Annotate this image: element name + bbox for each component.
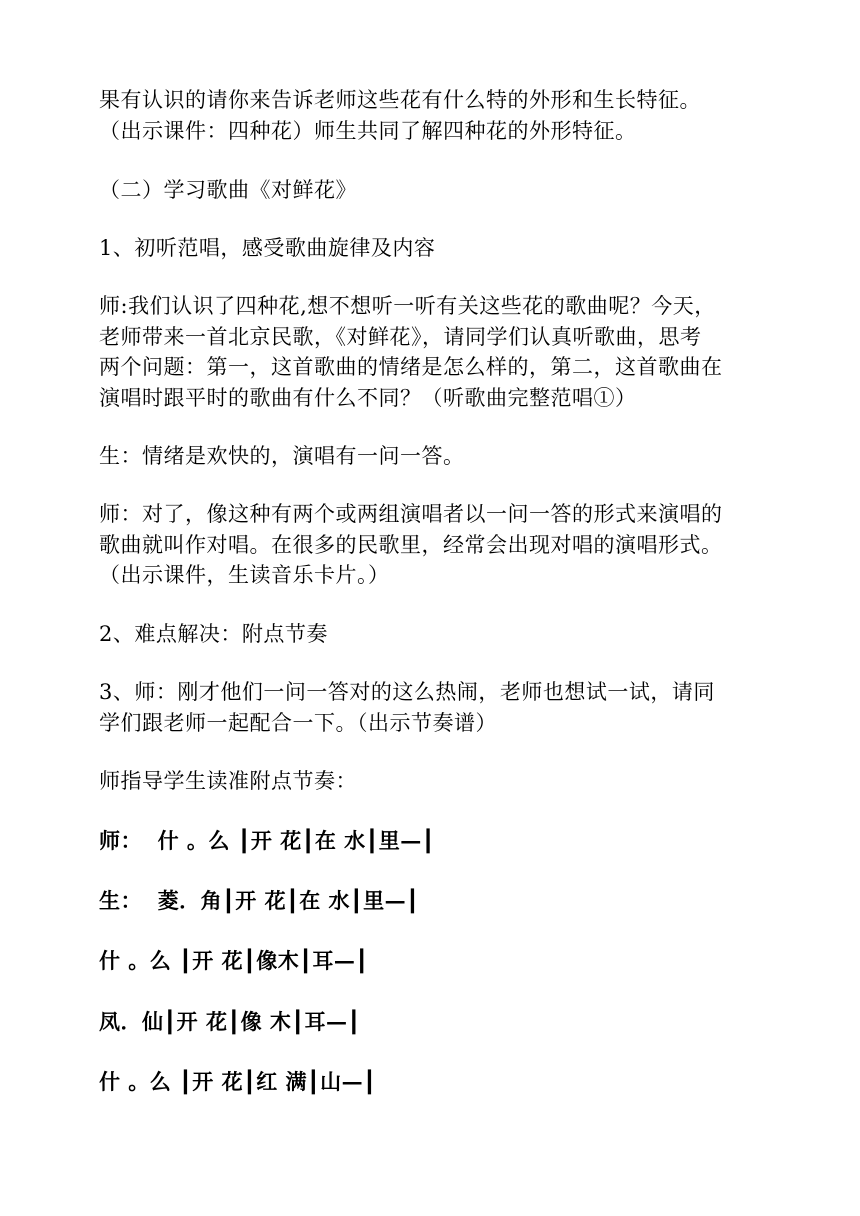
rhythm-line: 凤．仙┃开 花┃像 木┃耳—┃ bbox=[99, 1009, 361, 1034]
text-line: 生：情绪是欢快的，演唱有一问一答。 bbox=[99, 444, 465, 468]
step-heading: 1、初听范唱，感受歌曲旋律及内容 bbox=[99, 236, 436, 260]
text-line: （出示课件：四种花）师生共同了解四种花的外形特征。 bbox=[99, 119, 637, 143]
text-line: 学们跟老师一起配合一下。（出示节奏谱） bbox=[99, 711, 497, 735]
text-line: 3、师：刚才他们一问一答对的这么热闹，老师也想试一试，请同 bbox=[99, 680, 715, 704]
section-heading: （二）学习歌曲《对鲜花》 bbox=[99, 178, 357, 202]
text-line: （出示课件，生读音乐卡片。） bbox=[99, 563, 390, 587]
rhythm-line: 什 。么 ┃开 花┃像木┃耳—┃ bbox=[99, 948, 369, 973]
rhythm-line: 生： 菱．角┃开 花┃在 水┃里—┃ bbox=[99, 888, 420, 913]
text-line: 演唱时跟平时的歌曲有什么不同？（听歌曲完整范唱①） bbox=[99, 386, 637, 410]
text-line: 两个问题：第一，这首歌曲的情绪是怎么样的，第二，这首歌曲在 bbox=[99, 355, 723, 379]
text-line: 歌曲就叫作对唱。在很多的民歌里，经常会出现对唱的演唱形式。 bbox=[99, 533, 723, 557]
text-line: 师：对了，像这种有两个或两组演唱者以一问一答的形式来演唱的 bbox=[99, 502, 723, 526]
rhythm-line: 什 。么 ┃开 花┃红 满┃山—┃ bbox=[99, 1069, 377, 1094]
text-line: 老师带来一首北京民歌，《对鲜花》，请同学们认真听歌曲，思考 bbox=[99, 325, 702, 349]
rhythm-line: 师： 什 。么 ┃开 花┃在 水┃里—┃ bbox=[99, 828, 435, 853]
step-heading: 2、难点解决：附点节奏 bbox=[99, 622, 328, 646]
text-line: 师指导学生读准附点节奏： bbox=[99, 769, 357, 793]
text-line: 师:我们认识了四种花,想不想听一听有关这些花的歌曲呢？今天， bbox=[99, 294, 716, 318]
text-line: 果有认识的请你来告诉老师这些花有什么特的外形和生长特征。 bbox=[99, 88, 701, 112]
